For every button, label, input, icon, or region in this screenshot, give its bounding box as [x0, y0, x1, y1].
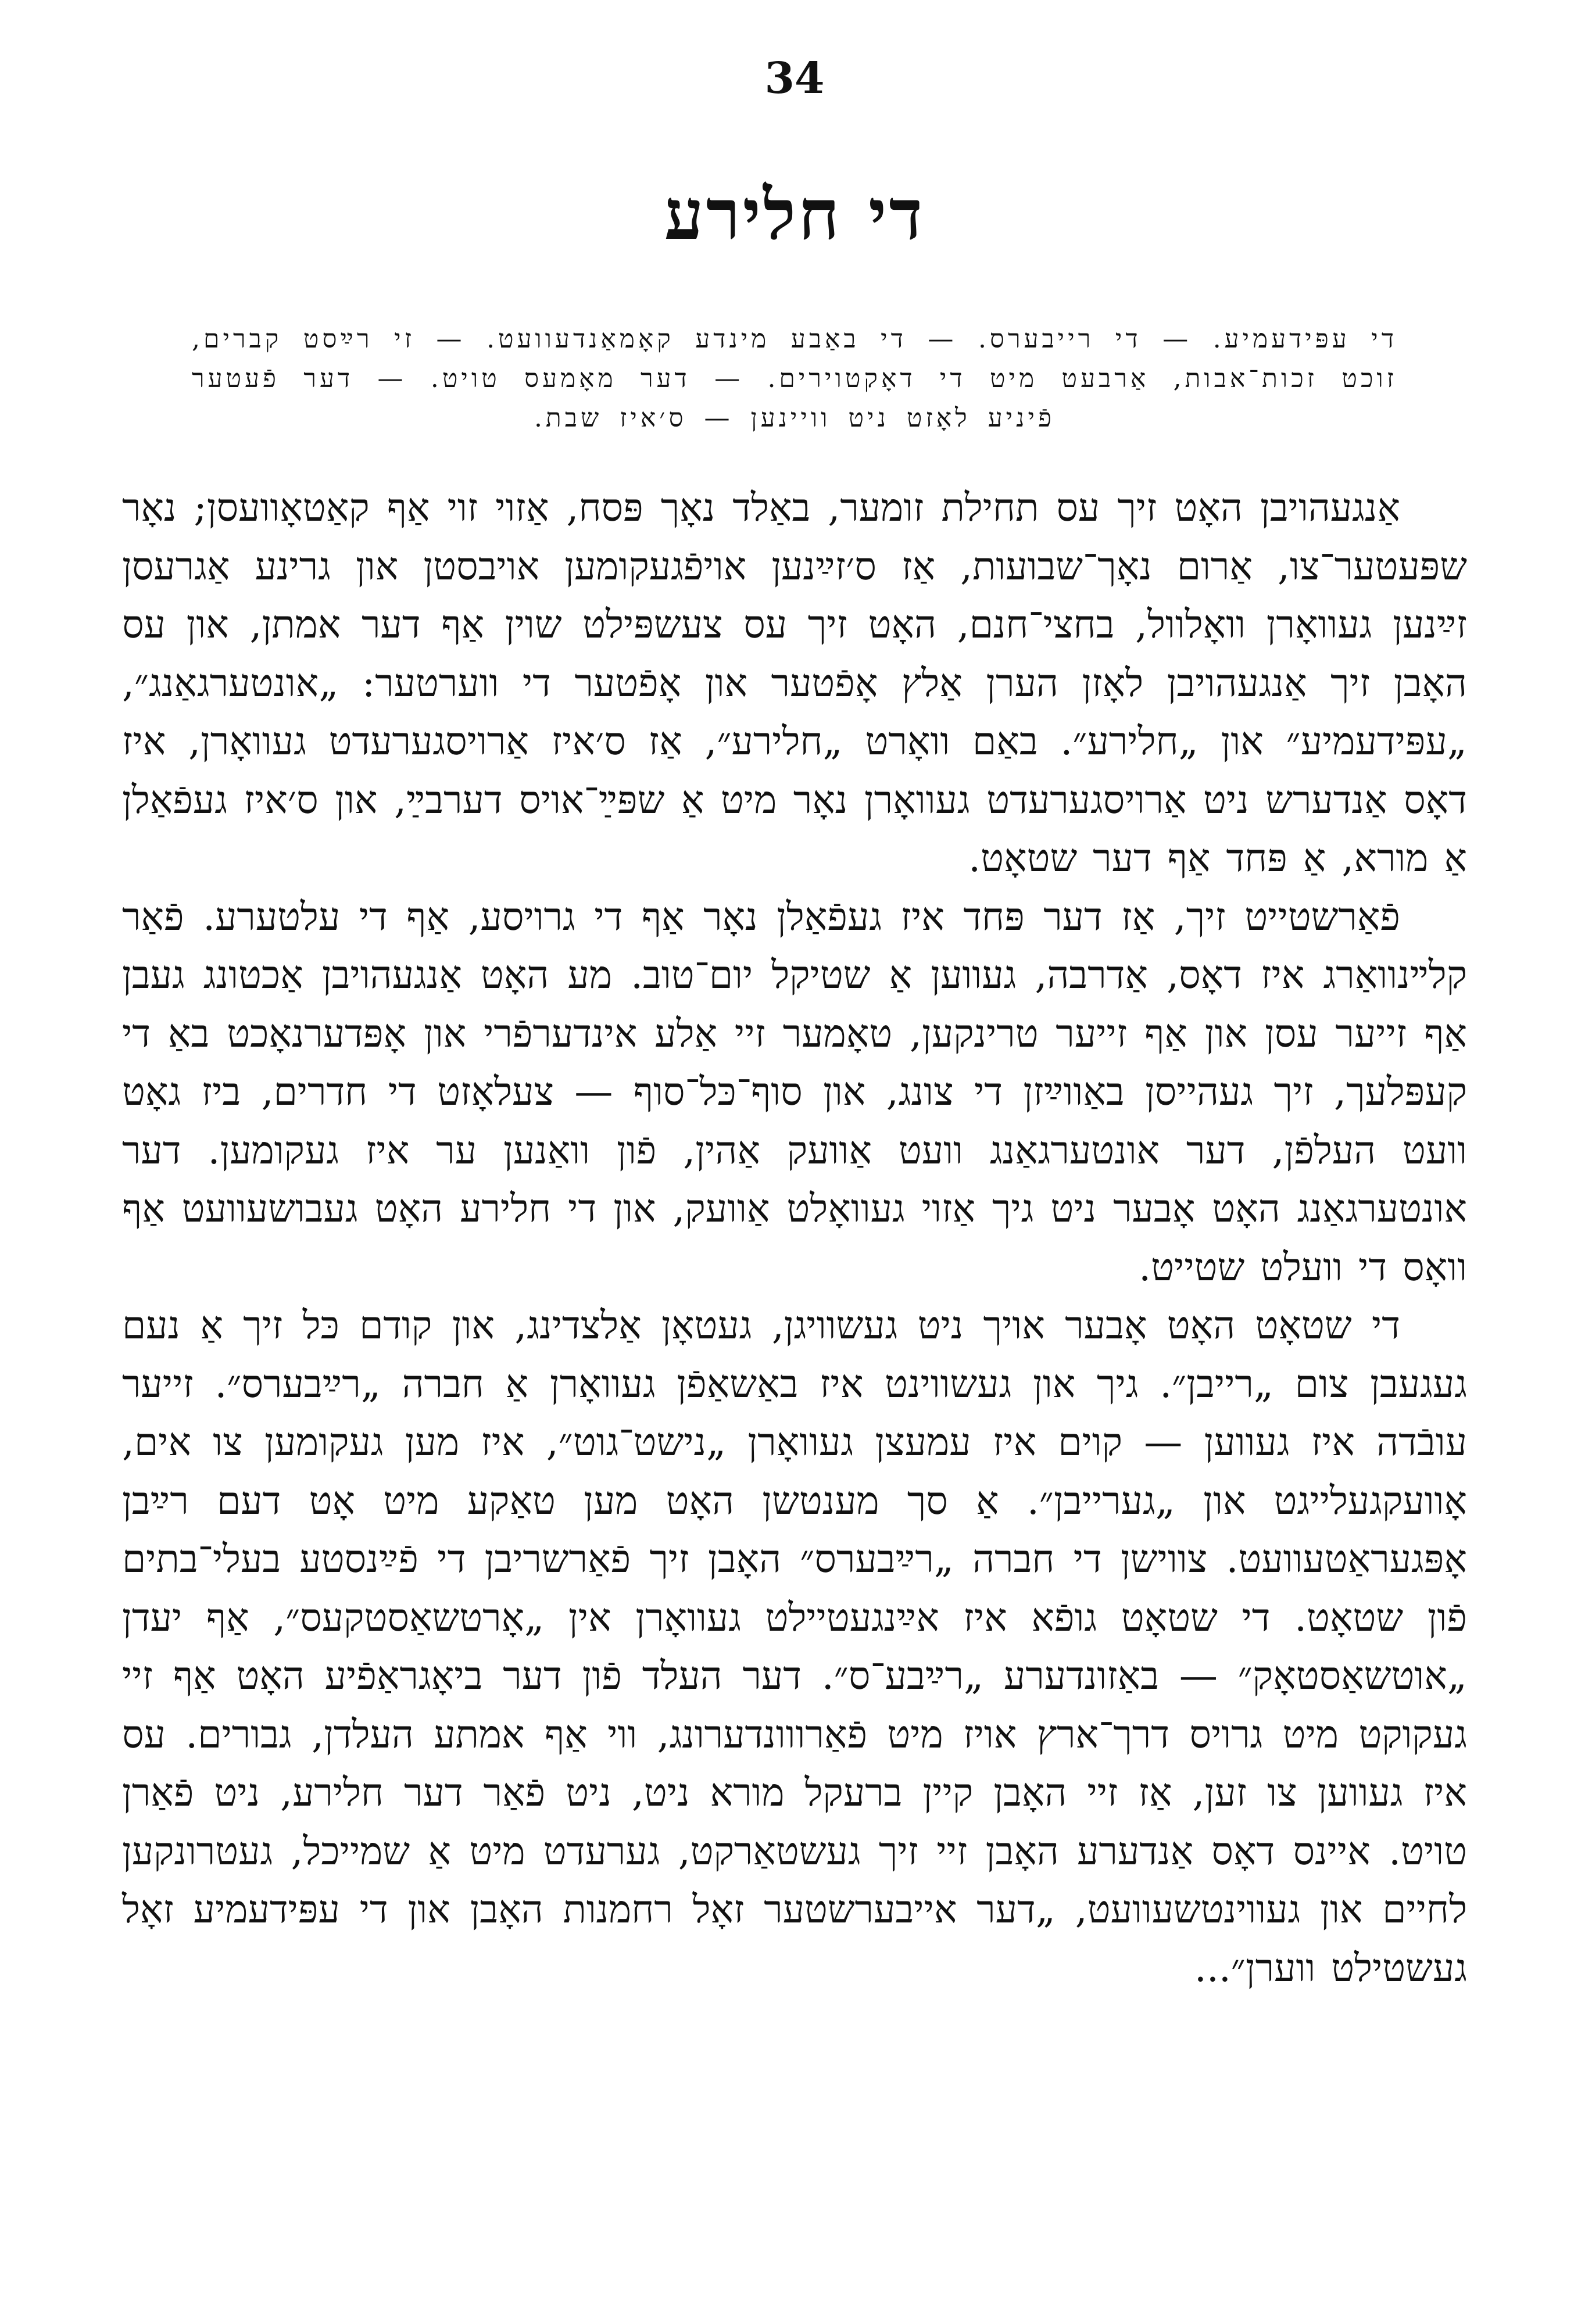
paragraph: פֿאַרשטייט זיך, אַז דער פּחד איז געפֿאַלן נאָר אַף די גרויסע, אַף די עלטערע. פֿאַר קלײנוואַרג איז דאָס, אַדרבה, געווען אַ שטיקל יום־טוב. מע האָט אַנגעהויבן אַכטונג געבן אַף זייער עסן און אַף זייער טרינקען, טאָמער זיי אַלע אינדערפֿרי און אָפּדערנאָכט באַ די קעפּלעך, זיך געהייסן באַווײַזן די צונג, און סוף־כּל־סוף — צעלאָזט די חדרים, ביז גאָט וועט העלפֿן, דער אונטערגאַנג וועט אַוועק אַהין, פֿון וואַנען ער איז געקומען. דער אונטערגאַנג האָט אָבער ניט גיך אַזוי געוואָלט אַוועק, און די חלירע האָט געבושעוועט אַף וואָס די וועלט שטייט.	[122, 894, 1467, 1290]
paragraph: אַנגעהויבן האָט זיך עס תחילת זומער, באַלד נאָך פּסח, אַזוי זוי אַף קאַטאָוועסן; נאָר שפּעטער־צו, אַרום נאָך־שבועות, אַז ס׳זײַנען אויפֿגעקומען אויבסטן און גרינע אַגרעסן זײַנען געוואָרן וואָלוול, בחצי־חנם, האָט זיך עס צעשפּילט שוין אַף דער אמתן, און עס האָבן זיך אַנגעהויבן לאָזן הערן אַלץ אָפֿטער און אָפֿטער די ווערטער: „אונטערגאַנג״, „עפּידעמיע״ און „חלירע״. באַם וואָרט „חלירע״, אַז ס׳איז אַרויסגערעדט געוואָרן, איז דאָס אַנדערש ניט אַרויסגערעדט געוואָרן נאָר מיט אַ שפּײַ־אויס דערבײַ, און ס׳איז געפֿאַלן אַ מורא, אַ פּחד אַף דער שטאָט.	[122, 485, 1468, 880]
paragraph: די שטאָט האָט אָבער אויך ניט געשוויגן, געטאָן אַלצדינג, און קודם כּל זיך אַ נעם געגעבן צום „רייבן״. גיך און געשווינט איז באַשאַפֿן געוואָרן אַ חברה „רײַבערס״. זייער עובֿדה איז געווען — קוים איז עמעצן געוואָרן „נישט־גוט״, איז מען געקומען צו אים, אָוועקגעלייגט און „גערייבן״. אַ סך מענטשן האָט מען טאַקע מיט אָט דעם רײַבן אָפּגעראַטעוועט. צווישן די חברה „רײַבערס״ האָבן זיך פֿאַרשריבן די פֿײַנסטע בעלי־בתים פֿון שטאָט. די שטאָט גופֿא איז אײַנגעטיילט געוואָרן אין „אָרטשאַסטקעס״, אַף יעדן „אוטשאַסטאָק״ — באַזונדערע „רײַבע־ס״. דער העלד פֿון דער ביאָגראַפֿיע האָט אַף זיי געקוקט מיט גרויס דרך־ארץ אויז מיט פֿאַרווונדערונג, ווי אַף אמתע העלדן, גבורים. עס איז געווען צו זען, אַז זיי האָבן קיין ברעקל מורא ניט, ניט פֿאַר דער חלירע, ניט פֿאַרן טויט. איינס דאָס אַנדערע האָבן זיי זיך געשטאַרקט, גערעדט מיט אַ שמייכל, געטרונקען לחיים און געווינטשעוועט, „דער אייבערשטער זאָל רחמנות האָבן און די עפּידעמיע זאָל געשטילט ווערן״...	[122, 1303, 1467, 1990]
chapter-synopsis: די עפּידעמיע. — די רייבערס. — די באַבע מינדע קאָמאַנדעוועט. — זי רײַסט קברים, זוכט זכות־אבות, אַרבעט מיט די דאָקטוירים. — דער מאָמעס טויט. — דער פֿעטער פֿיניע לאָזט ניט וויינען — ס׳איז שבת.	[192, 324, 1397, 433]
chapter-title: די חלירע	[664, 174, 925, 256]
chapter-body	[122, 479, 1467, 1997]
page-number: 34	[764, 53, 825, 103]
